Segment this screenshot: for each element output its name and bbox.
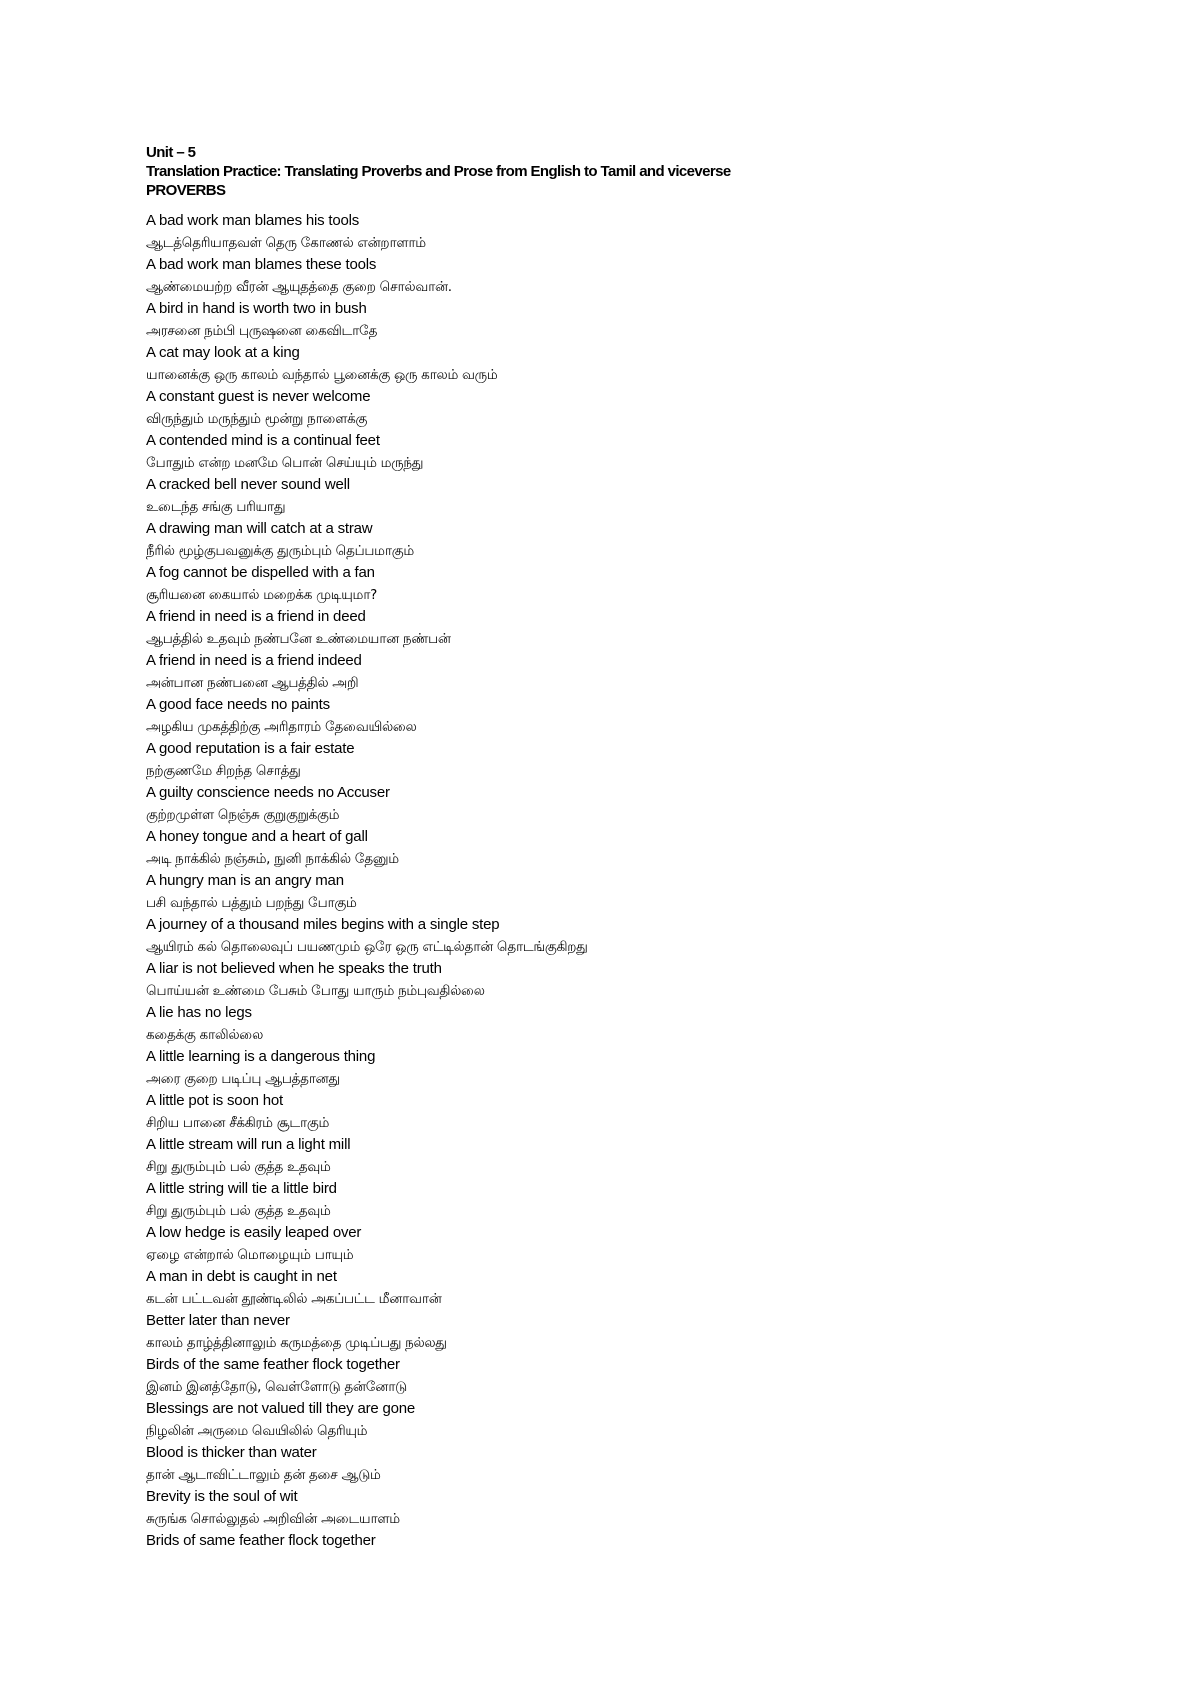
- proverb-tamil: சிறு துரும்பும் பல் குத்த உதவும்: [146, 1159, 331, 1175]
- proverb-tamil: பொய்யன் உண்மை பேசும் போது யாரும் நம்புவதில்லை: [146, 983, 485, 999]
- proverb-tamil: கதைக்கு காலில்லை: [146, 1027, 263, 1043]
- proverb-english: A bad work man blames his tools: [146, 212, 360, 229]
- proverb-english: A honey tongue and a heart of gall: [146, 828, 368, 845]
- proverb-english: A hungry man is an angry man: [146, 872, 344, 889]
- proverb-english: Brevity is the soul of wit: [146, 1488, 298, 1505]
- proverb-tamil: சிறிய பானை சீக்கிரம் சூடாகும்: [146, 1115, 330, 1131]
- proverb-tamil: சிறு துரும்பும் பல் குத்த உதவும்: [146, 1203, 331, 1219]
- proverb-tamil: ஆயிரம் கல் தொலைவுப் பயணமும் ஒரே ஒரு எட்டில்தான் தொடங்குகிறது: [146, 939, 588, 955]
- proverb-tamil: அரை குறை படிப்பு ஆபத்தானது: [146, 1071, 340, 1087]
- proverb-list: [146, 210, 1146, 1552]
- proverb-tamil: தான் ஆடாவிட்டாலும் தன் தசை ஆடும்: [146, 1467, 381, 1483]
- proverb-tamil: ஆடத்தெரியாதவள் தெரு கோணல் என்றாளாம்: [146, 235, 426, 251]
- proverb-english: A cat may look at a king: [146, 344, 300, 361]
- proverb-english: A little stream will run a light mill: [146, 1136, 351, 1153]
- proverb-tamil: ஏழை என்றால் மொழையும் பாயும்: [146, 1247, 354, 1263]
- proverb-english: A bird in hand is worth two in bush: [146, 300, 367, 317]
- proverb-english: A friend in need is a friend in deed: [146, 608, 366, 625]
- proverb-tamil: நீரில் மூழ்குபவனுக்கு துரும்பும் தெப்பமாகும்: [146, 543, 414, 559]
- proverb-english: Blessings are not valued till they are gone: [146, 1400, 416, 1417]
- proverb-tamil: நற்குணமே சிறந்த சொத்து: [146, 763, 301, 779]
- proverb-english: A guilty conscience needs no Accuser: [146, 784, 390, 801]
- proverb-english: A little string will tie a little bird: [146, 1180, 337, 1197]
- proverb-english: A lie has no legs: [146, 1004, 252, 1021]
- unit-subtitle: Translation Practice: Translating Proverbs and Prose from English to Tamil and viceverse: [146, 163, 731, 180]
- proverb-tamil: நிழலின் அருமை வெயிலில் தெரியும்: [146, 1423, 368, 1439]
- proverb-tamil: இனம் இனத்தோடு, வெள்ளோடு தன்னோடு: [146, 1379, 407, 1395]
- proverb-english: A little learning is a dangerous thing: [146, 1048, 376, 1065]
- proverb-tamil: சூரியனை கையால் மறைக்க முடியுமா?: [146, 587, 377, 603]
- proverb-english: A bad work man blames these tools: [146, 256, 377, 273]
- proverb-tamil: பசி வந்தால் பத்தும் பறந்து போகும்: [146, 895, 357, 911]
- proverb-tamil: அரசனை நம்பி புருஷனை கைவிடாதே: [146, 323, 378, 339]
- proverb-tamil: அன்பான நண்பனை ஆபத்தில் அறி: [146, 675, 359, 691]
- heading-block: [146, 143, 1146, 200]
- proverb-english: A friend in need is a friend indeed: [146, 652, 362, 669]
- proverb-tamil: அடி நாக்கில் நஞ்சும், நுனி நாக்கில் தேனும்: [146, 851, 399, 867]
- proverb-tamil: போதும் என்ற மனமே பொன் செய்யும் மருந்து: [146, 455, 424, 471]
- proverb-tamil: குற்றமுள்ள நெஞ்சு குறுகுறுக்கும்: [146, 807, 340, 823]
- proverb-english: A drawing man will catch at a straw: [146, 520, 373, 537]
- proverb-english: A man in debt is caught in net: [146, 1268, 337, 1285]
- document-page: [146, 143, 1146, 1552]
- proverb-english: Birds of the same feather flock together: [146, 1356, 400, 1373]
- proverb-tamil: அழகிய முகத்திற்கு அரிதாரம் தேவையில்லை: [146, 719, 417, 735]
- proverb-english: A liar is not believed when he speaks the truth: [146, 960, 442, 977]
- proverb-english: Blood is thicker than water: [146, 1444, 317, 1461]
- proverb-tamil: சுருங்க சொல்லுதல் அறிவின் அடையாளம்: [146, 1511, 400, 1527]
- unit-title: Unit – 5: [146, 144, 196, 161]
- proverb-english: A contended mind is a continual feet: [146, 432, 380, 449]
- proverb-english: A cracked bell never sound well: [146, 476, 350, 493]
- proverb-tamil: ஆபத்தில் உதவும் நண்பனே உண்மையான நண்பன்: [146, 631, 451, 647]
- proverb-english: A low hedge is easily leaped over: [146, 1224, 362, 1241]
- proverb-english: A journey of a thousand miles begins with a single step: [146, 916, 500, 933]
- proverb-tamil: யானைக்கு ஒரு காலம் வந்தால் பூனைக்கு ஒரு காலம் வரும்: [146, 367, 498, 383]
- proverb-english: A fog cannot be dispelled with a fan: [146, 564, 375, 581]
- proverb-english: Brids of same feather flock together: [146, 1532, 376, 1549]
- proverb-tamil: ஆண்மையற்ற வீரன் ஆயுதத்தை குறை சொல்வான்.: [146, 279, 452, 295]
- proverb-tamil: காலம் தாழ்த்தினாலும் கருமத்தை முடிப்பது நல்லது: [146, 1335, 447, 1351]
- proverb-tamil: உடைந்த சங்கு பரியாது: [146, 499, 286, 515]
- proverb-english: A constant guest is never welcome: [146, 388, 371, 405]
- section-title: PROVERBS: [146, 182, 226, 199]
- proverb-tamil: விருந்தும் மருந்தும் மூன்று நாளைக்கு: [146, 411, 368, 427]
- proverb-english: Better later than never: [146, 1312, 290, 1329]
- proverb-english: A little pot is soon hot: [146, 1092, 283, 1109]
- proverb-english: A good face needs no paints: [146, 696, 330, 713]
- proverb-english: A good reputation is a fair estate: [146, 740, 355, 757]
- proverb-tamil: கடன் பட்டவன் தூண்டிலில் அகப்பட்ட மீனாவான்: [146, 1291, 442, 1307]
